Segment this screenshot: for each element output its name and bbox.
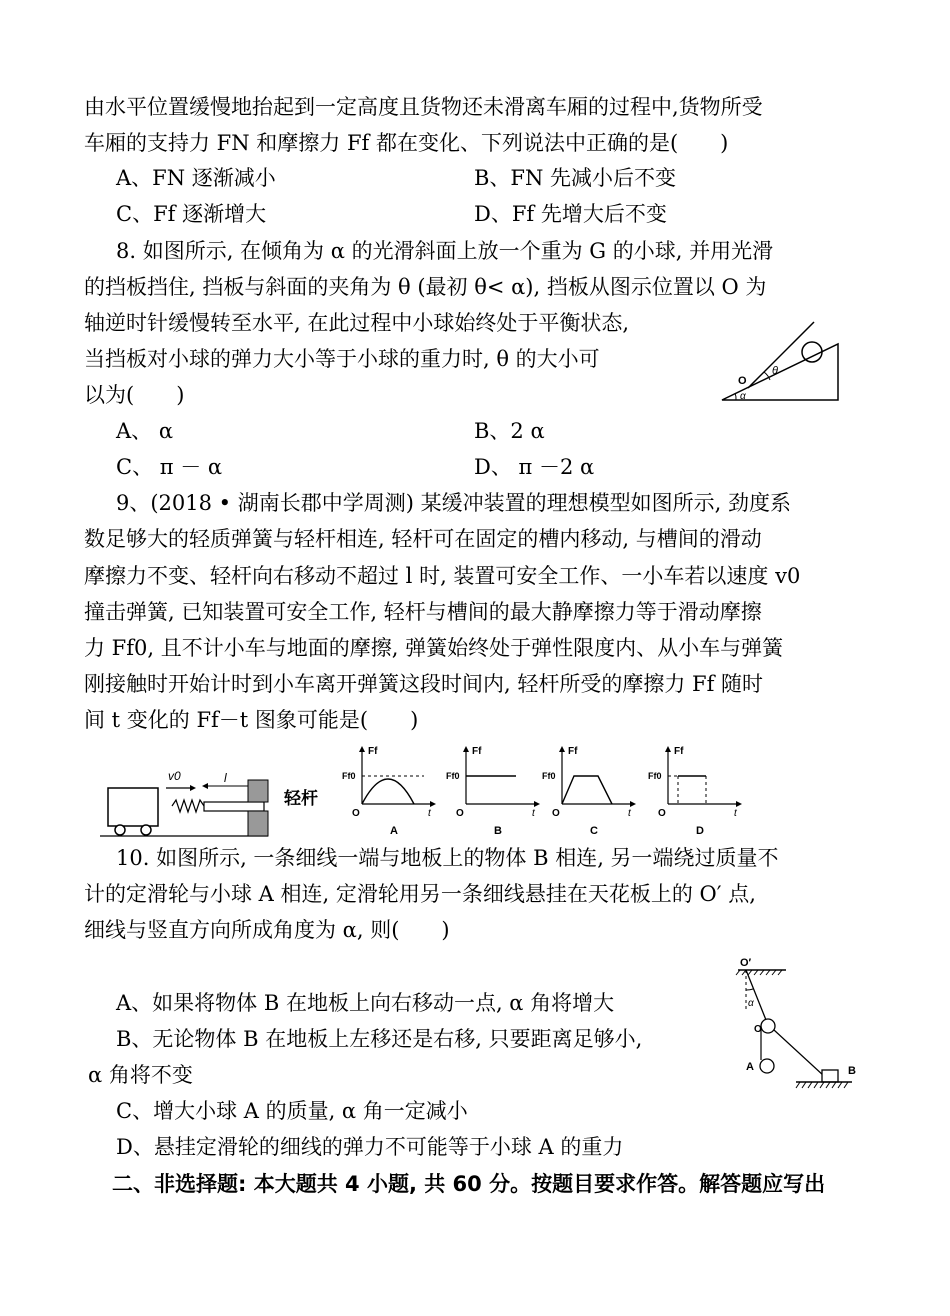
graph-b — [444, 742, 544, 840]
label-A: A — [746, 1061, 754, 1073]
incline-figure — [716, 314, 846, 406]
graph-letter: D — [696, 825, 704, 837]
origin-label: O — [352, 808, 360, 819]
light-rod — [204, 802, 264, 811]
q8-line-1: 8. 如图所示, 在倾角为 α 的光滑斜面上放一个重为 G 的小球, 并用光滑 — [116, 239, 774, 263]
q7-line-2: 车厢的支持力 FN 和摩擦力 Ff 都在变化、下列说法中正确的是( ) — [84, 131, 729, 155]
x-label: t — [628, 808, 631, 819]
q8-option-c: C、 π － α — [116, 455, 223, 479]
x-axis-head — [736, 801, 742, 807]
q7-option-b: B、FN 先减小后不变 — [474, 166, 677, 190]
graph-letter: B — [494, 825, 502, 837]
origin-label: O — [552, 808, 560, 819]
label-alpha: α — [740, 391, 746, 402]
graph-letter: C — [590, 825, 598, 837]
y-label: Ff — [368, 746, 378, 757]
q7-option-a: A、FN 逐渐减小 — [116, 166, 276, 190]
graph-d — [646, 742, 746, 840]
x-axis-head — [630, 801, 636, 807]
q10-line-3: 细线与竖直方向所成角度为 α, 则( ) — [84, 918, 450, 942]
q9-line-2: 数足够大的轻质弹簧与轻杆相连, 轻杆可在固定的槽内移动, 与槽间的滑动 — [84, 527, 762, 551]
ball-A — [760, 1059, 774, 1073]
label-theta: θ — [772, 365, 778, 377]
y-axis-head — [559, 746, 565, 752]
slot-lower — [248, 811, 268, 836]
floor-hatch — [796, 1082, 848, 1088]
y-axis-head — [665, 746, 671, 752]
y-label: Ff — [568, 746, 578, 757]
buffer-device-figure — [100, 758, 350, 842]
section-2-heading: 二、非选择题: 本大题共 4 小题, 共 60 分。按题目要求作答。解答题应写出 — [112, 1172, 826, 1196]
q9-line-1: 9、(2018 • 湖南长郡中学周测) 某缓冲装置的理想模型如图所示, 劲度系 — [116, 491, 791, 515]
level-label: Ff0 — [342, 771, 356, 781]
hanging-thread — [746, 970, 766, 1020]
ball — [802, 342, 822, 362]
q8-option-d: D、 π －2 α — [474, 455, 595, 479]
origin-label: O — [456, 808, 464, 819]
q10-line-1: 10. 如图所示, 一条细线一端与地板上的物体 B 相连, 另一端绕过质量不 — [116, 846, 779, 870]
x-label: t — [532, 808, 535, 819]
thread-to-B — [774, 1030, 824, 1076]
block-B — [822, 1070, 838, 1082]
label-B: B — [848, 1065, 856, 1077]
q10-option-b-line-1: B、无论物体 B 在地板上左移还是右移, 只要距离足够小, — [116, 1027, 643, 1051]
curve — [362, 779, 414, 804]
x-label: t — [428, 808, 431, 819]
curve — [562, 776, 612, 804]
cart-wheel-left — [115, 825, 125, 835]
q8-option-b: B、2 α — [474, 419, 545, 443]
baffle-plate — [748, 322, 814, 388]
spring — [172, 800, 204, 812]
q9-line-3: 摩擦力不变、轻杆向右移动不超过 l 时, 装置可安全工作、一小车若以速度 v0 — [84, 564, 801, 588]
level-label: Ff0 — [446, 771, 460, 781]
q10-line-2: 计的定滑轮与小球 A 相连, 定滑轮用另一条细线悬挂在天花板上的 O′ 点, — [84, 882, 756, 906]
q9-line-7: 间 t 变化的 Ff－t 图象可能是( ) — [84, 708, 419, 732]
q9-line-5: 力 Ff0, 且不计小车与地面的摩擦, 弹簧始终处于弹性限度内、从小车与弹簧 — [84, 636, 784, 660]
graph-a — [340, 742, 440, 840]
pulley — [761, 1019, 775, 1033]
y-axis-head — [359, 746, 365, 752]
q7-option-c: C、Ff 逐渐增大 — [116, 202, 267, 226]
label-alpha: α — [748, 998, 754, 1009]
q10-option-c: C、增大小球 A 的质量, α 角一定减小 — [116, 1099, 468, 1123]
x-label: t — [734, 808, 737, 819]
y-label: Ff — [674, 746, 684, 757]
level-label: Ff0 — [542, 771, 556, 781]
q8-option-a: A、 α — [116, 419, 174, 443]
label-Oprime: O′ — [740, 957, 752, 969]
label-rod: 轻杆 — [284, 789, 318, 808]
q10-option-d: D、悬挂定滑轮的细线的弹力不可能等于小球 A 的重力 — [116, 1135, 624, 1159]
q8-line-5: 以为( ) — [84, 383, 185, 407]
q9-line-4: 撞击弹簧, 已知装置可安全工作, 轻杆与槽间的最大静摩擦力等于滑动摩擦 — [84, 600, 762, 624]
q9-line-6: 刚接触时开始计时到小车离开弹簧这段时间内, 轻杆所受的摩擦力 Ff 随时 — [84, 672, 764, 696]
q10-option-a: A、如果将物体 B 在地板上向右移动一点, α 角将增大 — [116, 991, 615, 1015]
cart-body — [108, 788, 158, 826]
q8-line-3: 轴逆时针缓慢转至水平, 在此过程中小球始终处于平衡状态, — [84, 311, 630, 335]
distance-arrow-left — [202, 783, 208, 789]
q10-option-b-line-2: α 角将不变 — [88, 1063, 193, 1087]
q8-line-2: 的挡板挡住, 挡板与斜面的夹角为 θ (最初 θ< α), 挡板从图示位置以 O 为 — [84, 275, 767, 299]
label-O: O — [754, 1024, 762, 1035]
pulley-figure — [726, 952, 866, 1098]
label-l: l — [224, 771, 227, 785]
y-axis-head — [463, 746, 469, 752]
q8-line-4: 当挡板对小球的弹力大小等于小球的重力时, θ 的大小可 — [84, 347, 600, 371]
velocity-arrow-head — [190, 785, 196, 791]
graph-letter: A — [390, 825, 398, 837]
level-label: Ff0 — [648, 771, 662, 781]
x-axis-head — [430, 801, 436, 807]
cart-wheel-right — [141, 825, 151, 835]
q7-line-1: 由水平位置缓慢地抬起到一定高度且货物还未滑离车厢的过程中,货物所受 — [84, 95, 763, 119]
label-v0: v0 — [168, 769, 181, 783]
graph-c — [540, 742, 640, 840]
origin-label: O — [658, 808, 666, 819]
slot-upper — [248, 780, 268, 802]
y-label: Ff — [472, 746, 482, 757]
alpha-arc — [746, 989, 753, 990]
q7-option-d: D、Ff 先增大后不变 — [474, 202, 667, 226]
label-O: O — [738, 375, 747, 387]
